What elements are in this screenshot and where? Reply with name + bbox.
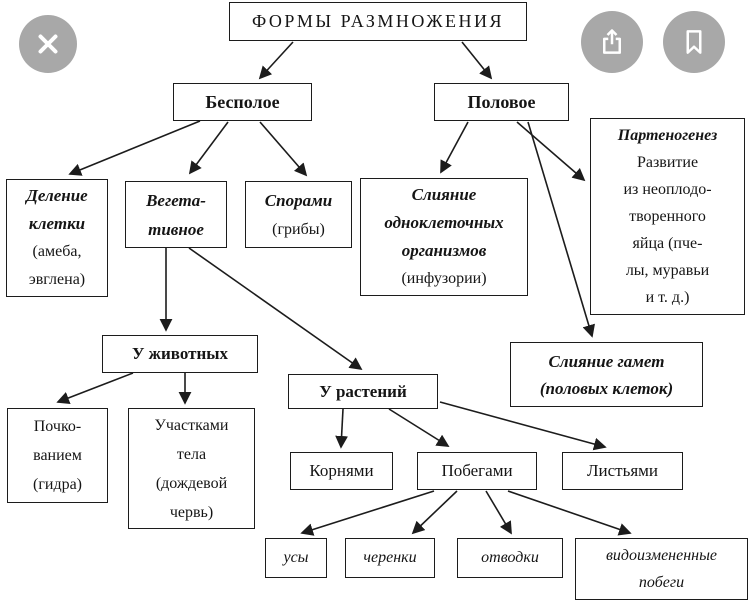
node-cell-division — [6, 179, 108, 297]
node-parthenogenesis-note-line1: Развитие — [636, 154, 699, 171]
node-title-label: ФОРМЫ РАЗМНОЖЕНИЯ — [251, 11, 505, 31]
arrow-sexual-parthenogenesis — [517, 122, 584, 180]
node-parthenogenesis-note-line6: и т. д.) — [645, 289, 690, 306]
node-shoots-label: Побегами — [441, 461, 513, 481]
arrow-sexual-gamete-fusion — [528, 122, 592, 336]
share-icon — [597, 27, 627, 57]
node-parthenogenesis-note-line2: из неоплодо- — [623, 181, 712, 198]
node-in-animals — [102, 335, 258, 373]
arrow-title-asexual — [260, 42, 293, 78]
node-parthenogenesis — [590, 118, 745, 315]
node-sexual-label: Половое — [467, 91, 536, 112]
node-cuttings-label: черенки — [363, 549, 417, 566]
node-roots-label: Корнями — [309, 461, 374, 481]
close-icon — [33, 29, 63, 59]
node-gamete-fusion-line2: (половых клеток) — [539, 378, 674, 398]
node-budding — [7, 408, 108, 503]
node-parthenogenesis-note-line3: творенного — [629, 208, 706, 225]
arrow-title-sexual — [462, 42, 491, 78]
node-fusion-unicellular — [360, 178, 528, 296]
arrow-shoots-cuttings — [413, 491, 457, 533]
node-parthenogenesis-note-line4: яйца (пче- — [632, 235, 703, 252]
node-leaves — [562, 452, 683, 490]
node-body-parts-line3: (дождевой — [155, 474, 228, 492]
arrow-asexual-spores — [260, 122, 306, 175]
node-body-parts-line2: тела — [176, 445, 207, 463]
node-sexual — [434, 83, 569, 121]
node-budding-line2: ванием — [33, 447, 82, 464]
node-vegetative-line2: тивное — [148, 219, 204, 239]
arrow-in-animals-budding — [58, 373, 133, 402]
node-spores-note: (грибы) — [272, 220, 325, 238]
node-layering-label: отводки — [481, 549, 539, 566]
node-budding-line3: (гидра) — [32, 476, 83, 493]
node-fusion-unicellular-title-line3: организмов — [401, 241, 487, 260]
node-modified-shoots-line2: побеги — [638, 574, 685, 591]
share-button[interactable] — [581, 11, 643, 73]
arrow-in-plants-shoots — [389, 409, 448, 446]
node-asexual-label: Бесполое — [205, 91, 280, 112]
arrow-shoots-layering — [486, 491, 511, 533]
node-leaves-label: Листьями — [586, 461, 659, 481]
arrow-shoots-runners — [302, 491, 434, 533]
bookmark-icon — [679, 27, 709, 57]
node-in-animals-label: У животных — [131, 344, 229, 364]
node-runners — [265, 538, 327, 578]
node-gamete-fusion — [510, 342, 703, 407]
node-spores-title: Спорами — [264, 190, 333, 210]
node-vegetative — [125, 181, 227, 248]
node-body-parts-line1: Участками — [154, 416, 229, 434]
node-fusion-unicellular-note: (инфузории) — [401, 270, 487, 287]
arrow-asexual-vegetative — [190, 122, 228, 173]
node-runners-label: усы — [283, 549, 309, 566]
node-modified-shoots — [575, 538, 748, 600]
node-cell-division-note-line2: эвглена) — [28, 271, 86, 288]
node-budding-line1: Почко- — [33, 418, 82, 435]
arrow-shoots-modified-shoots — [508, 491, 630, 533]
node-fusion-unicellular-title-line2: одноклеточных — [384, 213, 504, 232]
node-title — [229, 2, 527, 41]
node-parthenogenesis-title: Партеногенез — [617, 127, 718, 144]
node-cuttings — [345, 538, 435, 578]
node-vegetative-line1: Вегета- — [146, 190, 206, 210]
node-gamete-fusion-line1: Слияние гамет — [548, 351, 665, 371]
node-fusion-unicellular-title-line1: Слияние — [411, 185, 477, 204]
node-roots — [290, 452, 393, 490]
node-cell-division-title-line1: Деление — [26, 186, 88, 205]
node-cell-division-title-line2: клетки — [28, 214, 86, 233]
node-layering — [457, 538, 563, 578]
node-in-plants — [288, 374, 438, 409]
node-cell-division-note-line1: (амеба, — [32, 243, 82, 260]
node-shoots — [417, 452, 537, 490]
node-body-parts-line4: червь) — [169, 503, 214, 521]
close-button[interactable] — [19, 15, 77, 73]
arrow-in-plants-leaves — [440, 402, 605, 447]
node-modified-shoots-line1: видоизмененные — [605, 547, 718, 564]
node-body-parts — [128, 408, 255, 529]
arrow-sexual-fusion-unicellular — [441, 122, 468, 172]
arrow-asexual-cell-division — [70, 121, 200, 174]
node-parthenogenesis-note-line5: лы, муравьи — [625, 262, 710, 279]
arrow-in-plants-roots — [341, 409, 343, 447]
node-asexual — [173, 83, 312, 121]
node-in-plants-label: У растений — [319, 381, 407, 401]
node-spores — [245, 181, 352, 248]
bookmark-button[interactable] — [663, 11, 725, 73]
